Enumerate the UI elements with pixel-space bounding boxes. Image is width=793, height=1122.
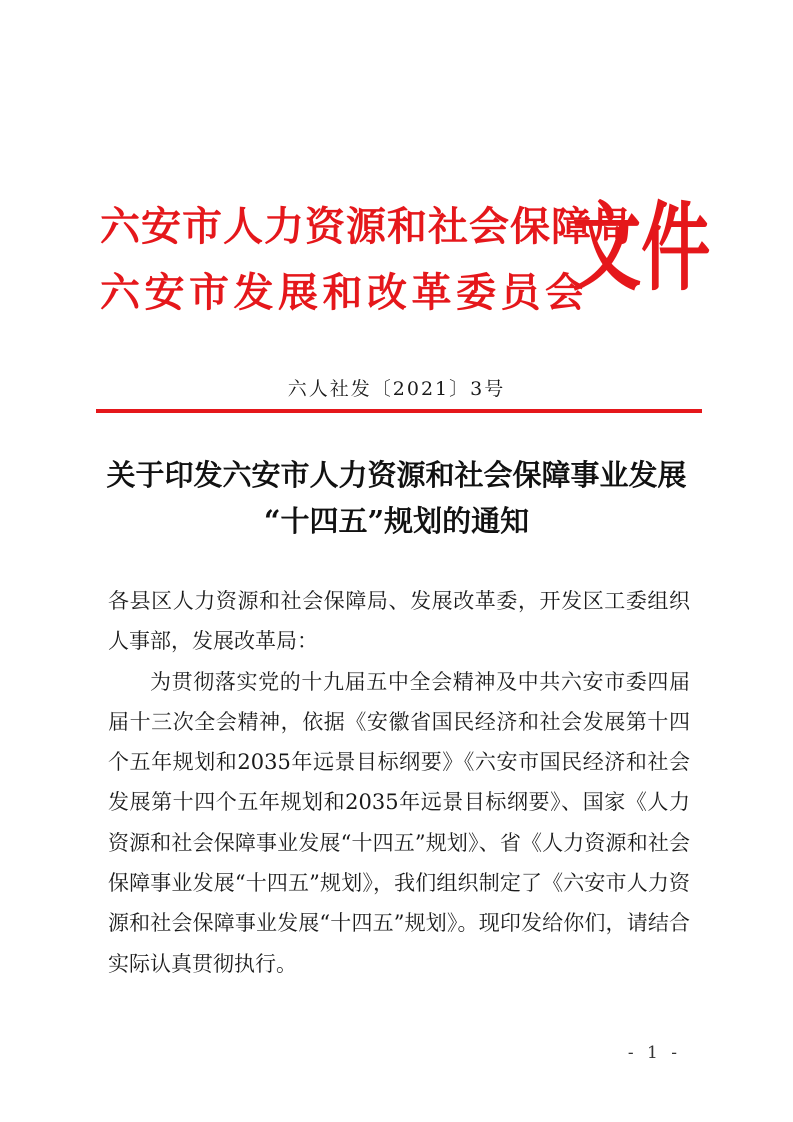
title-line-1: 关于印发六安市人力资源和社会保障事业发展 — [106, 458, 687, 492]
title-line-2: “十四五”规划的通知 — [263, 504, 530, 538]
page-number: - 1 - — [627, 1043, 681, 1063]
issuing-org-2: 六安市发展和改革委员会 — [100, 269, 590, 316]
document-title — [90, 452, 703, 544]
red-divider — [96, 409, 702, 413]
document-word: 文件 — [572, 192, 711, 304]
addressee: 各县区人力资源和社会保障局、发展改革委，开发区工委组织人事部，发展改革局： — [108, 589, 690, 654]
body-paragraph: 为贯彻落实党的十九届五中全会精神及中共六安市委四届届十三次全会精神，依据《安徽省国民经济和社会发展第十四个五年规划和2035年远景目标纲要》《六安市国民经济和社会发展第十四个五年规划和2035年远景目标纲要》、国家《人力资源和社会保障事业发展“十四五”规划》、省《人力资源和社会保障事业发展“十四五”规划》，我们组织制定了《六安市人力资源和社会保障事业发展“十四五”规划》。现印发给你们，请结合实际认真贯彻执行。 — [108, 669, 690, 976]
letterhead — [100, 175, 711, 325]
document-body — [108, 581, 690, 984]
issuing-org-1: 六安市人力资源和社会保障局 — [100, 203, 633, 250]
document-number: 六人社发〔2021〕3号 — [287, 378, 506, 400]
